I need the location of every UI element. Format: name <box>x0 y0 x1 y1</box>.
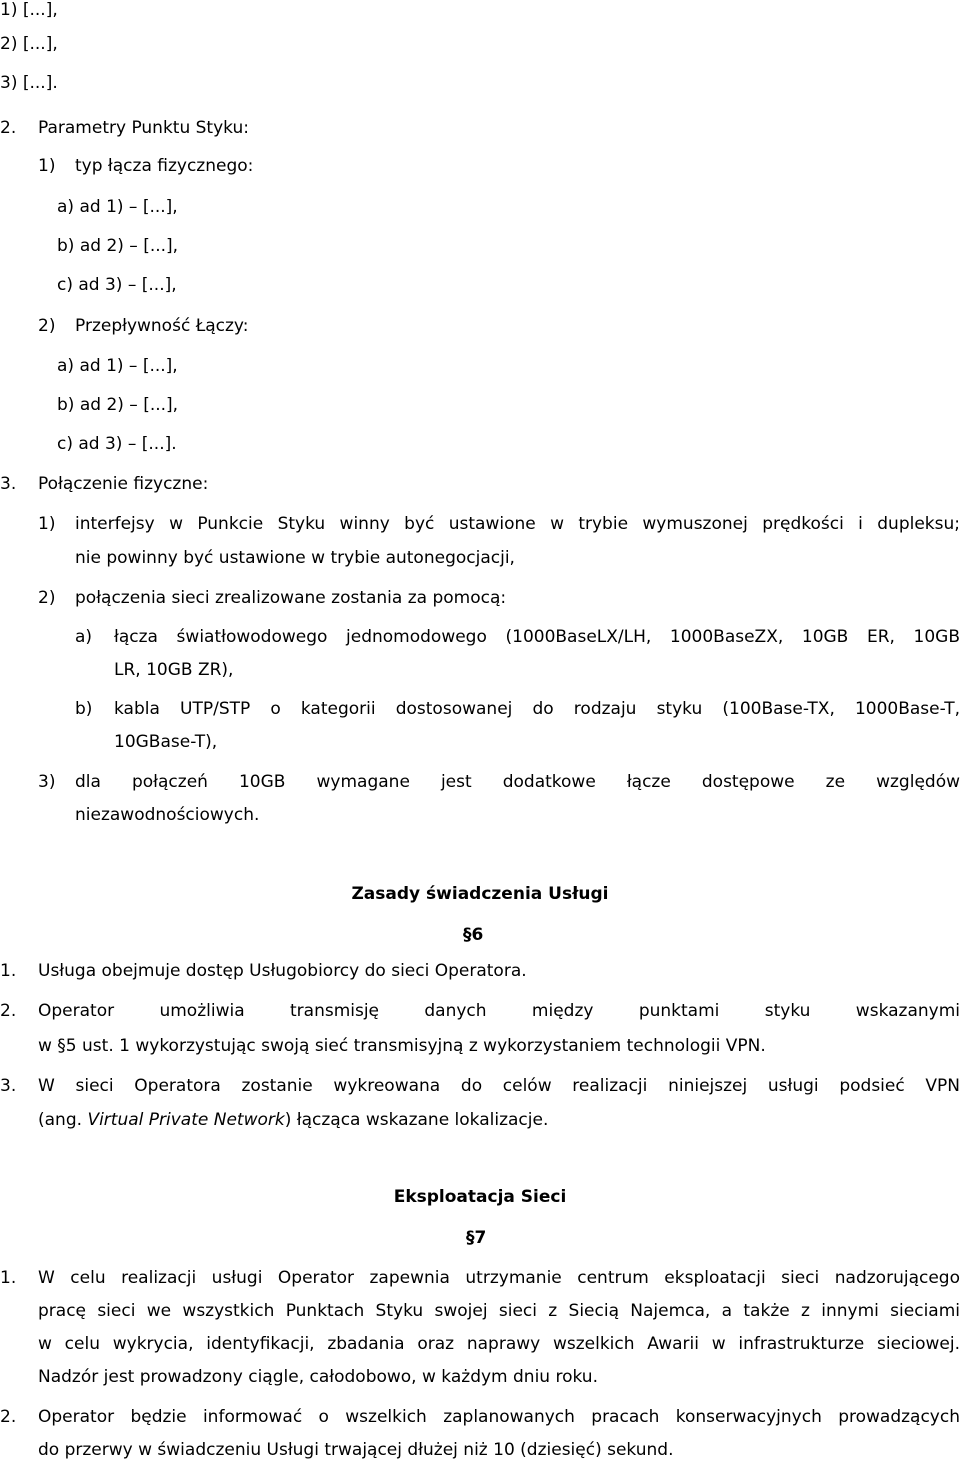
list-item-text: połączenia sieci zrealizowane zostania za pomocą: <box>75 588 507 608</box>
paragraph-line: interfejsy w Punkcie Styku winny być ustawione w trybie wymuszonej prędkości i dupleksu; <box>75 514 960 534</box>
point-number: 2. <box>0 1001 17 1021</box>
paragraph-line: pracę sieci we wszystkich Punktach Styku swojej sieci z Siecią Najemca, a także z innymi sieciami <box>38 1301 960 1321</box>
paragraph-number-7: §7 <box>466 1228 487 1248</box>
paragraph-line: dla połączeń 10GB wymagane jest dodatkowe łącze dostępowe ze względów <box>75 772 960 792</box>
section-heading-operation: Eksploatacja Sieci <box>393 1187 567 1207</box>
list-item-number: 3) <box>38 772 56 792</box>
sub-item: a) ad 1) – [...], <box>57 197 178 217</box>
paragraph-number-6: §6 <box>463 925 484 945</box>
paragraph-line <box>38 1104 548 1137</box>
paragraph-line: W sieci Operatora zostanie wykreowana do celów realizacji niniejszej usługi podsieć VPN <box>38 1076 960 1096</box>
paragraph-line: w §5 ust. 1 wykorzystując swoją sieć transmisyjną z wykorzystaniem technologii VPN. <box>38 1036 766 1056</box>
paragraph-line: nie powinny być ustawione w trybie autonegocjacji, <box>75 548 515 568</box>
sub-item: b) ad 2) – [...], <box>57 395 179 415</box>
sub-item: c) ad 3) – [...]. <box>57 434 177 454</box>
point-number: 1. <box>0 1268 17 1288</box>
list-item-number: 2) <box>38 316 56 336</box>
section-2-title: Parametry Punktu Styku: <box>38 118 249 138</box>
paragraph-line: w celu wykrycia, identyfikacji, zbadania oraz naprawy wszelkich Awarii w infrastrukturze sieciowej. <box>38 1334 960 1354</box>
sub-item-letter: a) <box>75 627 93 647</box>
sub-item: b) ad 2) – [...], <box>57 236 179 256</box>
sub-item: c) ad 3) – [...], <box>57 275 177 295</box>
list-item-number: 1) <box>38 514 56 534</box>
paragraph-line: Usługa obejmuje dostęp Usługobiorcy do sieci Operatora. <box>38 961 527 981</box>
list-item-number: 2) <box>38 588 56 608</box>
section-2-number: 2. <box>0 118 17 138</box>
term-vpn: Virtual Private Network <box>87 1110 285 1130</box>
paragraph-line: niezawodnościowych. <box>75 805 260 825</box>
paragraph-line: do przerwy w świadczeniu Usługi trwającej dłużej niż 10 (dziesięć) sekund. <box>38 1440 674 1460</box>
paragraph-line: LR, 10GB ZR), <box>114 660 234 680</box>
abbrev-prefix: (ang. <box>38 1110 88 1130</box>
paragraph-line: kabla UTP/STP o kategorii dostosowanej do rodzaju styku (100Base-TX, 1000Base-T, <box>114 699 960 719</box>
sub-item: a) ad 1) – [...], <box>57 356 178 376</box>
paragraph-line: W celu realizacji usługi Operator zapewnia utrzymanie centrum eksploatacji sieci nadzorującego <box>38 1268 960 1288</box>
top-list-item-1: 1) [...], <box>0 0 58 20</box>
sub-item-letter: b) <box>75 699 93 719</box>
top-list-item-2: 2) [...], <box>0 34 58 54</box>
section-3-title: Połączenie fizyczne: <box>38 474 209 494</box>
top-list-item-3: 3) [...]. <box>0 73 58 93</box>
paragraph-line: Nadzór jest prowadzony ciągle, całodobowo, w każdym dniu roku. <box>38 1367 598 1387</box>
list-item-text: typ łącza fizycznego: <box>75 156 254 176</box>
point-number: 3. <box>0 1076 17 1096</box>
paragraph-line: Operator będzie informować o wszelkich zaplanowanych pracach konserwacyjnych prowadzących <box>38 1407 960 1427</box>
section-heading-service: Zasady świadczenia Usługi <box>351 884 609 904</box>
list-item-number: 1) <box>38 156 56 176</box>
point-number: 2. <box>0 1407 17 1427</box>
paragraph-line: Operator umożliwia transmisję danych między punktami styku wskazanymi <box>38 1001 960 1021</box>
paragraph-line: łącza światłowodowego jednomodowego (1000BaseLX/LH, 1000BaseZX, 10GB ER, 10GB <box>114 627 960 647</box>
section-3-number: 3. <box>0 474 17 494</box>
paragraph-text: ) łącząca wskazane lokalizacje. <box>284 1110 549 1130</box>
point-number: 1. <box>0 961 17 981</box>
paragraph-line: 10GBase-T), <box>114 732 218 752</box>
list-item-text: Przepływność Łączy: <box>75 316 249 336</box>
